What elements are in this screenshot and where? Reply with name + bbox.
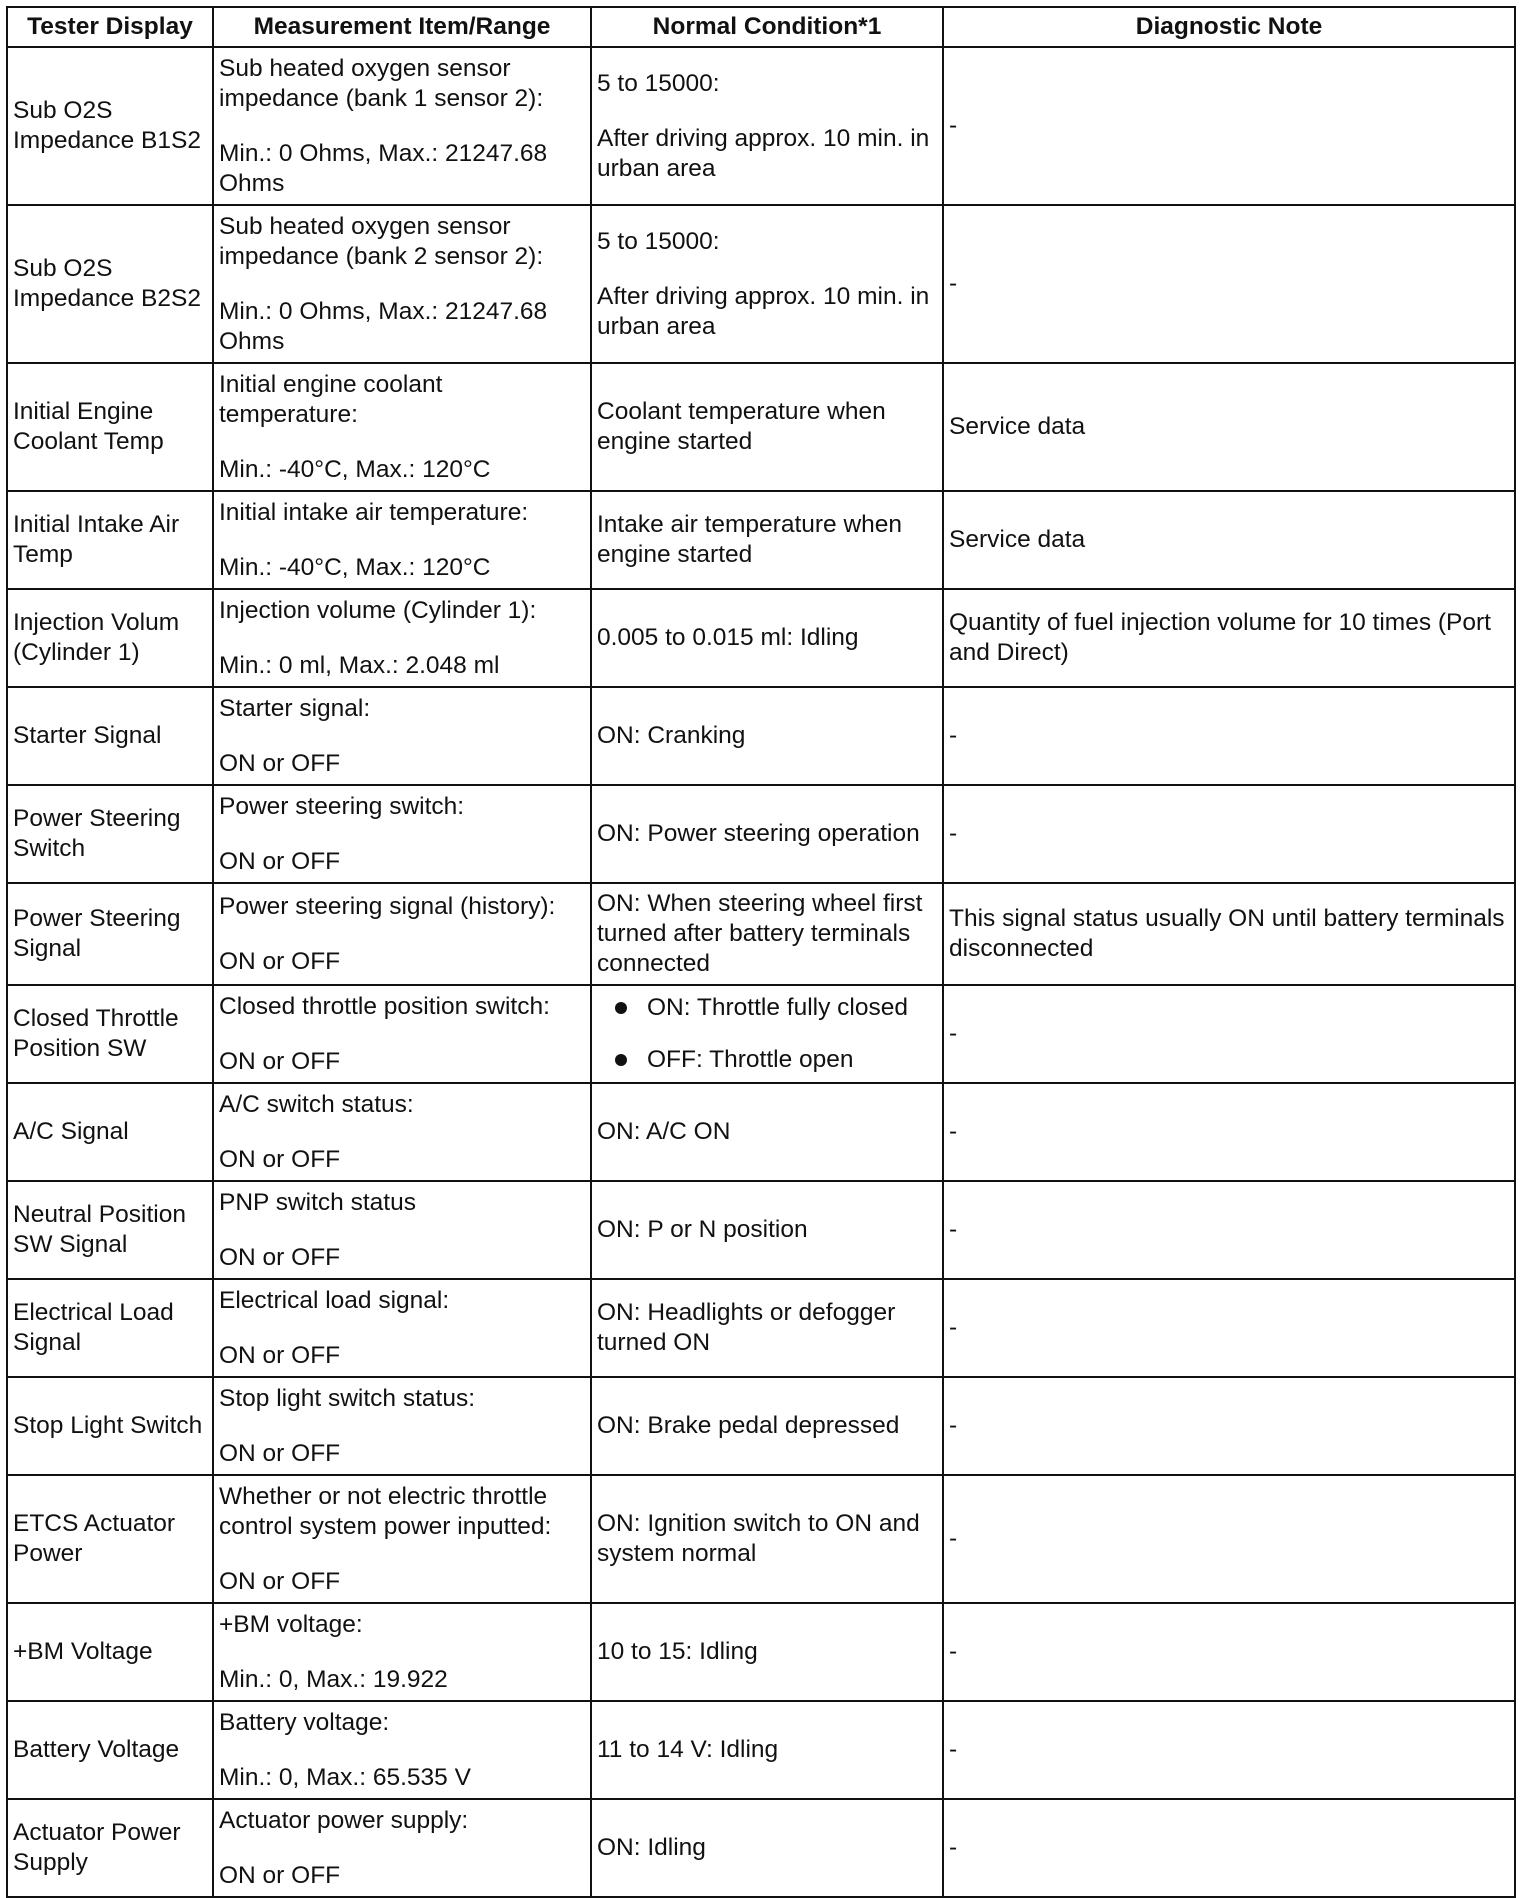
measurement-cell: Electrical load signal: ON or OFF bbox=[213, 1279, 591, 1377]
tester-display-cell: Stop Light Switch bbox=[7, 1377, 213, 1475]
table-row bbox=[7, 1377, 1515, 1475]
table-row bbox=[7, 687, 1515, 785]
tester-display-cell: Initial Engine Coolant Temp bbox=[7, 363, 213, 491]
table-row bbox=[7, 1799, 1515, 1897]
normal-condition-cell: ON: P or N position bbox=[591, 1181, 943, 1279]
table-row bbox=[7, 205, 1515, 363]
tester-display-cell: A/C Signal bbox=[7, 1083, 213, 1181]
measurement-cell: Closed throttle position switch: ON or OFF bbox=[213, 985, 591, 1083]
table-row bbox=[7, 785, 1515, 883]
header-normal-condition: Normal Condition*1 bbox=[591, 7, 943, 47]
table-row bbox=[7, 1083, 1515, 1181]
table-header-row bbox=[7, 7, 1515, 47]
header-measurement-item: Measurement Item/Range bbox=[213, 7, 591, 47]
diagnostic-note-cell: Service data bbox=[943, 363, 1515, 491]
table-row bbox=[7, 1181, 1515, 1279]
diagnostic-note-cell: - bbox=[943, 1279, 1515, 1377]
diagnostic-data-table bbox=[6, 6, 1516, 1898]
diagnostic-note-cell: - bbox=[943, 785, 1515, 883]
measurement-cell: +BM voltage: Min.: 0, Max.: 19.922 bbox=[213, 1603, 591, 1701]
table-row bbox=[7, 1279, 1515, 1377]
measurement-cell: Actuator power supply: ON or OFF bbox=[213, 1799, 591, 1897]
normal-condition-cell: ON: Cranking bbox=[591, 687, 943, 785]
normal-condition-cell: 10 to 15: Idling bbox=[591, 1603, 943, 1701]
diagnostic-note-cell: - bbox=[943, 1603, 1515, 1701]
diagnostic-note-cell: This signal status usually ON until battery terminals disconnected bbox=[943, 883, 1515, 985]
diagnostic-note-cell: - bbox=[943, 1799, 1515, 1897]
normal-condition-cell: ON: When steering wheel first turned after battery terminals connected bbox=[591, 883, 943, 985]
measurement-cell: Injection volume (Cylinder 1): Min.: 0 ml, Max.: 2.048 ml bbox=[213, 589, 591, 687]
list-item: ON: Throttle fully closed bbox=[615, 993, 937, 1023]
measurement-cell: Initial engine coolant temperature: Min.: -40°C, Max.: 120°C bbox=[213, 363, 591, 491]
normal-condition-cell: 11 to 14 V: Idling bbox=[591, 1701, 943, 1799]
measurement-cell: Power steering switch: ON or OFF bbox=[213, 785, 591, 883]
diagnostic-note-cell: - bbox=[943, 1377, 1515, 1475]
measurement-cell: Initial intake air temperature: Min.: -40°C, Max.: 120°C bbox=[213, 491, 591, 589]
tester-display-cell: Sub O2S Impedance B1S2 bbox=[7, 47, 213, 205]
normal-condition-cell: ON: Headlights or defogger turned ON bbox=[591, 1279, 943, 1377]
diagnostic-note-cell: - bbox=[943, 1701, 1515, 1799]
measurement-cell: Sub heated oxygen sensor impedance (bank 1 sensor 2): Min.: 0 Ohms, Max.: 21247.68 Ohms bbox=[213, 47, 591, 205]
tester-display-cell: Actuator Power Supply bbox=[7, 1799, 213, 1897]
header-diagnostic-note: Diagnostic Note bbox=[943, 7, 1515, 47]
measurement-cell: PNP switch status ON or OFF bbox=[213, 1181, 591, 1279]
header-tester-display: Tester Display bbox=[7, 7, 213, 47]
diagnostic-note-cell: Quantity of fuel injection volume for 10 times (Port and Direct) bbox=[943, 589, 1515, 687]
normal-condition-cell: Intake air temperature when engine started bbox=[591, 491, 943, 589]
tester-display-cell: +BM Voltage bbox=[7, 1603, 213, 1701]
tester-display-cell: Power Steering Switch bbox=[7, 785, 213, 883]
condition-bullet-list bbox=[597, 993, 937, 1075]
diagnostic-note-cell: - bbox=[943, 47, 1515, 205]
normal-condition-cell: 5 to 15000: After driving approx. 10 min. in urban area bbox=[591, 205, 943, 363]
normal-condition-cell: Coolant temperature when engine started bbox=[591, 363, 943, 491]
diagnostic-note-cell: - bbox=[943, 985, 1515, 1083]
normal-condition-cell: ON: A/C ON bbox=[591, 1083, 943, 1181]
measurement-cell: Starter signal: ON or OFF bbox=[213, 687, 591, 785]
measurement-cell: Whether or not electric throttle control system power inputted: ON or OFF bbox=[213, 1475, 591, 1603]
list-item: OFF: Throttle open bbox=[615, 1045, 937, 1075]
tester-display-cell: Electrical Load Signal bbox=[7, 1279, 213, 1377]
table-row bbox=[7, 1701, 1515, 1799]
measurement-cell: A/C switch status: ON or OFF bbox=[213, 1083, 591, 1181]
diagnostic-note-cell: - bbox=[943, 1181, 1515, 1279]
measurement-cell: Sub heated oxygen sensor impedance (bank 2 sensor 2): Min.: 0 Ohms, Max.: 21247.68 Ohms bbox=[213, 205, 591, 363]
tester-display-cell: Neutral Position SW Signal bbox=[7, 1181, 213, 1279]
diagnostic-note-cell: - bbox=[943, 1475, 1515, 1603]
normal-condition-cell: ON: Brake pedal depressed bbox=[591, 1377, 943, 1475]
table-row bbox=[7, 1475, 1515, 1603]
table-row bbox=[7, 985, 1515, 1083]
normal-condition-cell: ON: Ignition switch to ON and system normal bbox=[591, 1475, 943, 1603]
table-row bbox=[7, 363, 1515, 491]
diagnostic-note-cell: Service data bbox=[943, 491, 1515, 589]
diagnostic-note-cell: - bbox=[943, 205, 1515, 363]
tester-display-cell: ETCS Actuator Power bbox=[7, 1475, 213, 1603]
measurement-cell: Stop light switch status: ON or OFF bbox=[213, 1377, 591, 1475]
diagnostic-note-cell: - bbox=[943, 687, 1515, 785]
normal-condition-cell: 5 to 15000: After driving approx. 10 min. in urban area bbox=[591, 47, 943, 205]
table-row bbox=[7, 47, 1515, 205]
measurement-cell: Power steering signal (history): ON or OFF bbox=[213, 883, 591, 985]
bullet-icon bbox=[615, 1054, 627, 1066]
tester-display-cell: Power Steering Signal bbox=[7, 883, 213, 985]
table-row bbox=[7, 491, 1515, 589]
tester-display-cell: Sub O2S Impedance B2S2 bbox=[7, 205, 213, 363]
tester-display-cell: Injection Volum (Cylinder 1) bbox=[7, 589, 213, 687]
table-row bbox=[7, 1603, 1515, 1701]
measurement-cell: Battery voltage: Min.: 0, Max.: 65.535 V bbox=[213, 1701, 591, 1799]
normal-condition-cell bbox=[591, 985, 943, 1083]
table-row bbox=[7, 883, 1515, 985]
tester-display-cell: Starter Signal bbox=[7, 687, 213, 785]
normal-condition-cell: ON: Idling bbox=[591, 1799, 943, 1897]
diagnostic-note-cell: - bbox=[943, 1083, 1515, 1181]
normal-condition-cell: ON: Power steering operation bbox=[591, 785, 943, 883]
table-row bbox=[7, 589, 1515, 687]
bullet-icon bbox=[615, 1002, 627, 1014]
tester-display-cell: Initial Intake Air Temp bbox=[7, 491, 213, 589]
normal-condition-cell: 0.005 to 0.015 ml: Idling bbox=[591, 589, 943, 687]
tester-display-cell: Closed Throttle Position SW bbox=[7, 985, 213, 1083]
tester-display-cell: Battery Voltage bbox=[7, 1701, 213, 1799]
